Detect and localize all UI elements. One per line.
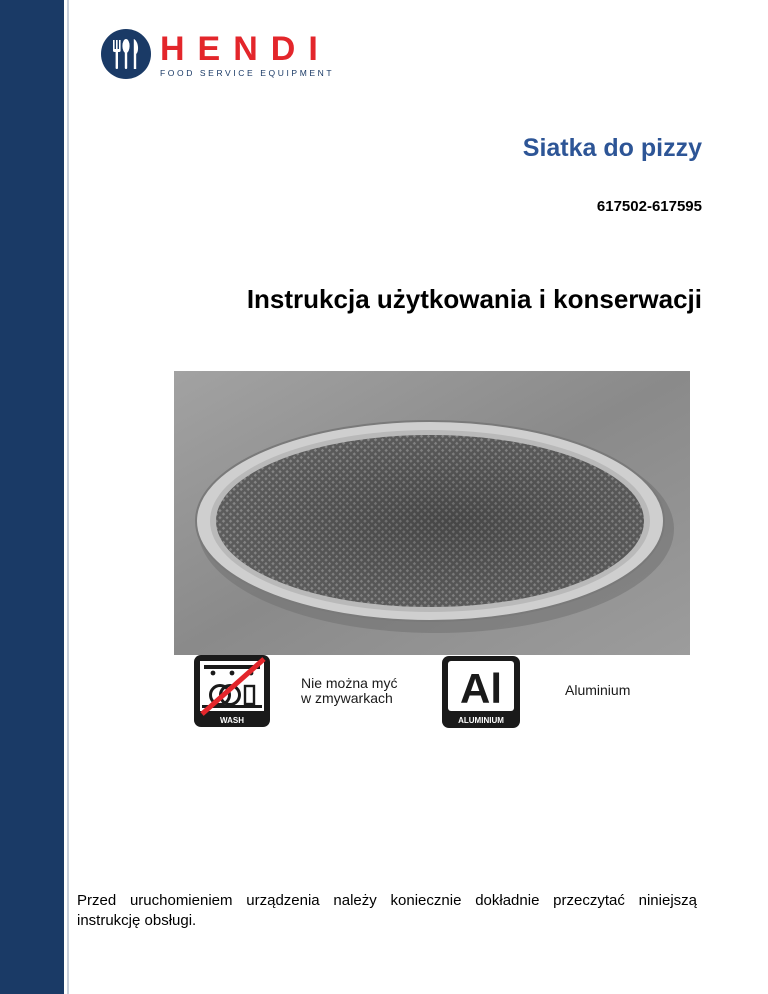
- brand-tagline: FOOD SERVICE EQUIPMENT: [160, 68, 335, 78]
- pizza-screen-image: [174, 371, 690, 655]
- wash-badge-text: WASH: [220, 716, 244, 725]
- no-dishwasher-label-line-1: Nie można myć: [301, 675, 398, 691]
- product-codes: 617502-617595: [596, 198, 702, 215]
- manual-heading: Instrukcja użytkowania i konserwacji: [246, 284, 702, 314]
- no-dishwasher-label-line-2: w zmywarkach: [301, 690, 393, 706]
- brand-name: HENDI: [160, 30, 331, 68]
- safety-notice: Przed uruchomieniem urządzenia należy koniecznie dokładnie przeczytać niniejszą instrukcję obsługi.: [77, 892, 697, 929]
- left-sidebar-band: [0, 0, 64, 994]
- aluminium-label: Aluminium: [565, 682, 631, 698]
- no-dishwasher-icon: [193, 654, 271, 728]
- no-dishwasher-label: [301, 676, 421, 706]
- product-title: Siatka do pizzy: [522, 134, 702, 162]
- aluminium-badge-text: ALUMINIUM: [458, 716, 504, 725]
- sidebar-divider: [67, 0, 69, 994]
- hendi-logo: [100, 28, 345, 80]
- aluminium-symbol: Al: [460, 665, 502, 712]
- pizza-screen-photo: [174, 371, 690, 655]
- cutlery-logo-icon: [100, 28, 152, 80]
- aluminium-icon: [441, 655, 521, 729]
